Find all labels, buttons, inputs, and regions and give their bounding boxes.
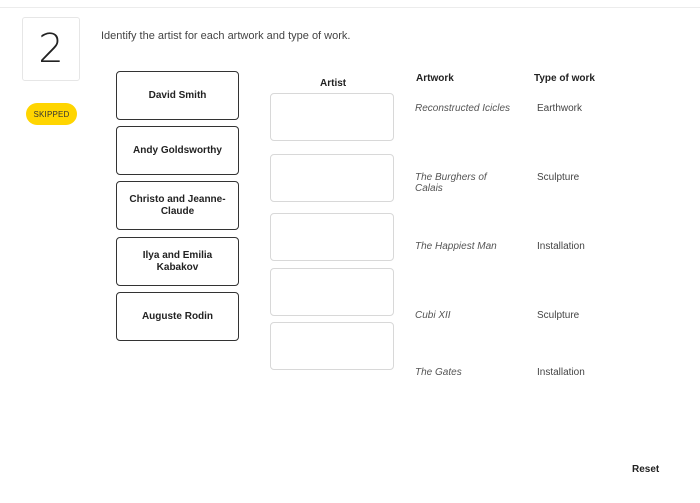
artwork-title: The Happiest Man: [415, 241, 497, 252]
work-type: Installation: [537, 367, 585, 378]
skipped-badge: SKIPPED: [26, 103, 77, 125]
artwork-title: Reconstructed Icicles: [415, 103, 511, 114]
artist-drop-zone-4[interactable]: [270, 268, 394, 316]
type-column-header: Type of work: [534, 73, 595, 84]
reset-button[interactable]: Reset: [632, 464, 660, 475]
artwork-title: The Gates: [415, 367, 462, 378]
choice-auguste-rodin[interactable]: Auguste Rodin: [116, 292, 239, 341]
choice-ilya-and-emilia-kabakov[interactable]: Ilya and Emilia Kabakov: [116, 237, 239, 286]
question-number: 2: [22, 17, 80, 81]
choice-david-smith[interactable]: David Smith: [116, 71, 239, 120]
work-type: Sculpture: [537, 310, 580, 321]
artwork-column-header: Artwork: [416, 73, 454, 84]
artist-drop-zone-1[interactable]: [270, 93, 394, 141]
top-divider: [0, 7, 700, 8]
work-type: Sculpture: [537, 172, 580, 183]
work-type: Installation: [537, 241, 585, 252]
artist-drop-zone-3[interactable]: [270, 213, 394, 261]
work-type: Earthwork: [537, 103, 583, 114]
choice-christo-and-jeanne-claude[interactable]: Christo and Jeanne-Claude: [116, 181, 239, 230]
artwork-title: Cubi XII: [415, 310, 451, 321]
artwork-title: The Burghers of Calais: [415, 172, 487, 194]
question-instruction: Identify the artist for each artwork and type of work.: [101, 30, 351, 42]
artist-drop-zone-5[interactable]: [270, 322, 394, 370]
artist-drop-zone-2[interactable]: [270, 154, 394, 202]
choice-andy-goldsworthy[interactable]: Andy Goldsworthy: [116, 126, 239, 175]
artist-column-header: Artist: [320, 78, 347, 89]
